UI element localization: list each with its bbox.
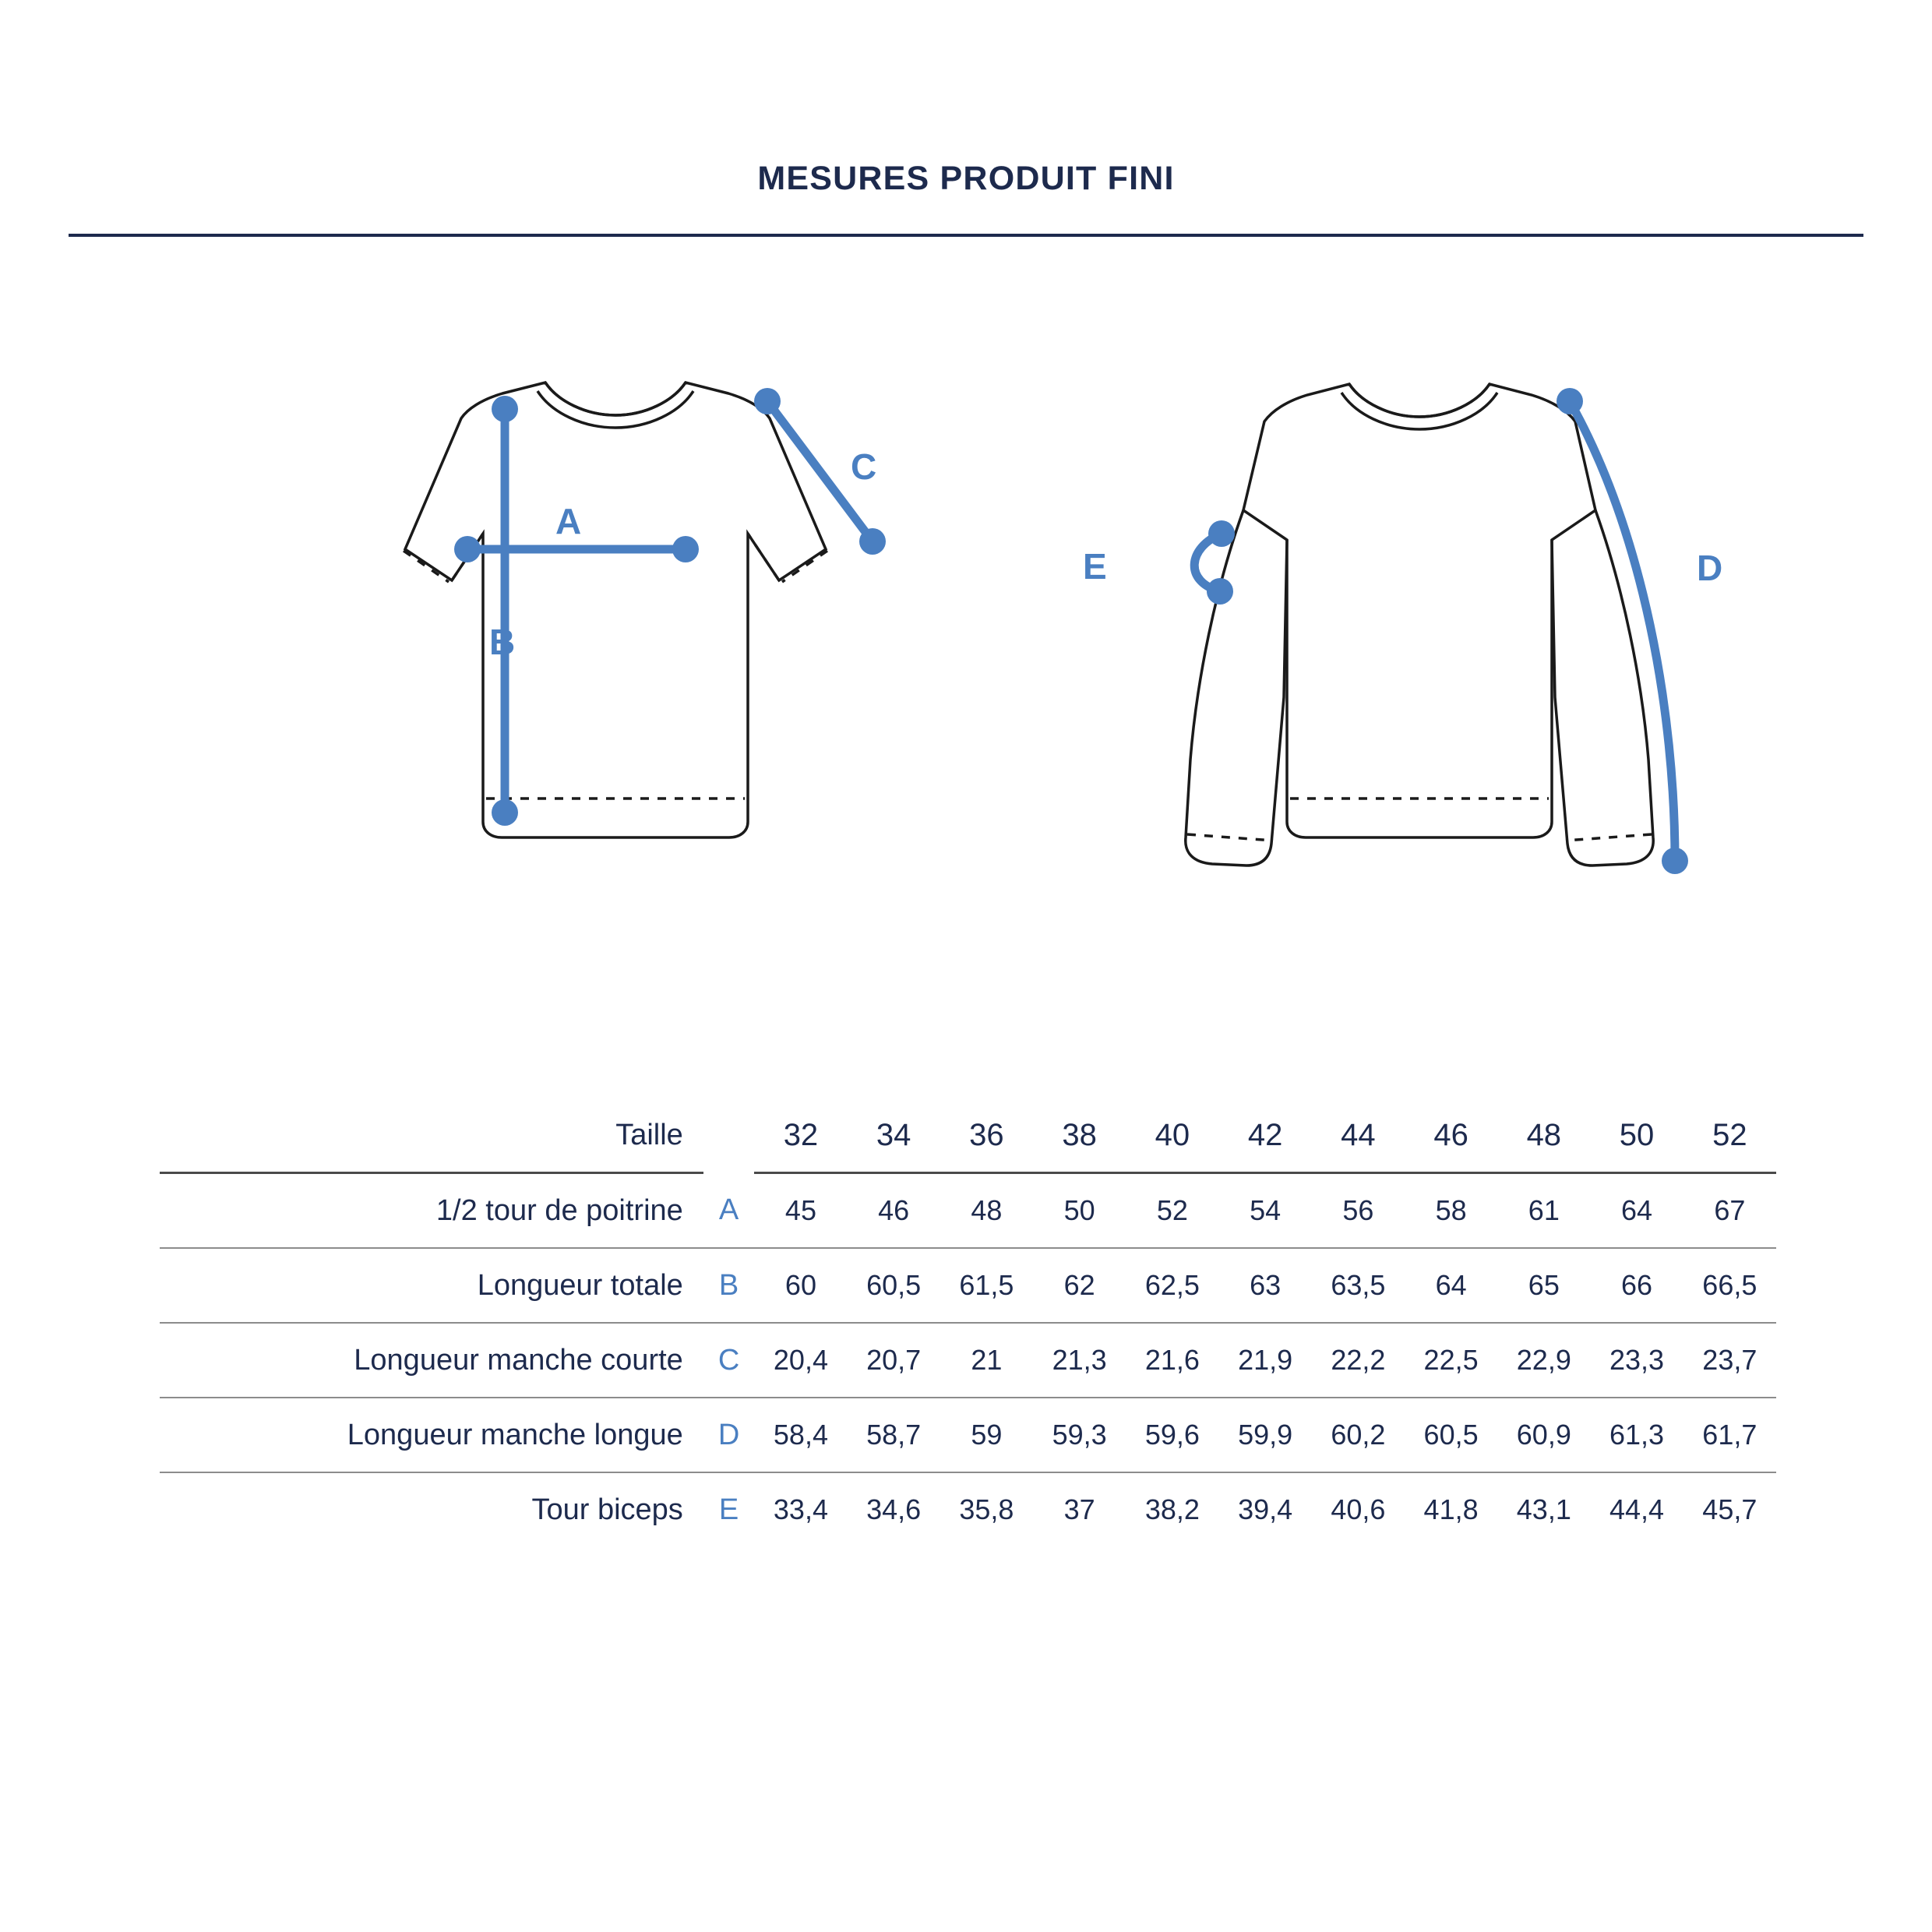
size-header-46: 46: [1405, 1098, 1497, 1173]
cell-e-32: 33,4: [773, 1493, 828, 1525]
cell-a-38: 50: [1033, 1173, 1126, 1249]
tshirt-short-sleeve-illustration: [404, 383, 827, 837]
cell-a-50: 64: [1590, 1173, 1683, 1249]
cell-d-52: 61,7: [1683, 1398, 1776, 1472]
cell-b-48: 65: [1497, 1248, 1590, 1323]
size-header-38: 38: [1033, 1098, 1126, 1173]
cell-c-46: 22,5: [1405, 1323, 1497, 1398]
cell-a-46: 58: [1405, 1173, 1497, 1249]
cell-c-34: 20,7: [848, 1323, 940, 1398]
cell-a-42: 54: [1219, 1173, 1312, 1249]
cell-a-32: 45: [754, 1173, 847, 1249]
table-header-letter: [703, 1098, 755, 1173]
cell-a-40: 52: [1126, 1173, 1218, 1249]
row-label-tour-biceps: Tour biceps: [531, 1493, 683, 1526]
label-a: A: [555, 501, 582, 541]
size-header-50: 50: [1590, 1098, 1683, 1173]
size-header-52: 52: [1683, 1098, 1776, 1173]
cell-e-42: 39,4: [1238, 1493, 1293, 1525]
cell-b-44: 63,5: [1312, 1248, 1405, 1323]
cell-a-34: 46: [848, 1173, 940, 1249]
cell-e-46: 41,8: [1423, 1493, 1479, 1525]
table-row: [160, 1248, 1776, 1323]
table-row: [160, 1173, 1776, 1249]
table-row: [160, 1472, 1776, 1546]
size-header-36: 36: [940, 1098, 1033, 1173]
size-header-40: 40: [1126, 1098, 1218, 1173]
label-b: B: [489, 622, 516, 662]
table-row: [160, 1323, 1776, 1398]
garment-illustrations: [0, 354, 1932, 1056]
cell-d-46: 60,5: [1405, 1398, 1497, 1472]
cell-b-52: 66,5: [1683, 1248, 1776, 1323]
measure-line-a: [454, 501, 699, 562]
cell-e-50: 44,4: [1609, 1493, 1665, 1525]
cell-b-46: 64: [1405, 1248, 1497, 1323]
row-label-manche-longue: Longueur manche longue: [160, 1398, 703, 1472]
measure-line-b: [489, 396, 518, 826]
row-label-manche-courte: Longueur manche courte: [160, 1323, 703, 1398]
row-letter-e: E: [718, 1493, 739, 1526]
row-label-poitrine: 1/2 tour de poitrine: [160, 1173, 703, 1249]
cell-c-44: 22,2: [1312, 1323, 1405, 1398]
cell-c-36: 21: [940, 1323, 1033, 1398]
cell-c-48: 22,9: [1497, 1323, 1590, 1398]
cell-d-32: 58,4: [754, 1398, 847, 1472]
title-divider: [69, 234, 1863, 237]
cell-b-36: 61,5: [940, 1248, 1033, 1323]
shirt-long-sleeve-illustration: [1186, 384, 1653, 866]
cell-b-50: 66: [1590, 1248, 1683, 1323]
cell-b-42: 63: [1219, 1248, 1312, 1323]
cell-a-44: 56: [1312, 1173, 1405, 1249]
cell-a-48: 61: [1497, 1173, 1590, 1249]
size-header-34: 34: [848, 1098, 940, 1173]
cell-e-52: 45,7: [1702, 1493, 1757, 1525]
table-header-row: [160, 1098, 1776, 1173]
cell-c-32: 20,4: [754, 1323, 847, 1398]
cell-b-32: 60: [754, 1248, 847, 1323]
cell-b-34: 60,5: [848, 1248, 940, 1323]
cell-e-40: 38,2: [1144, 1493, 1200, 1525]
label-e: E: [1083, 546, 1107, 587]
row-letter-b: B: [703, 1248, 755, 1323]
cell-d-44: 60,2: [1312, 1398, 1405, 1472]
size-header-42: 42: [1219, 1098, 1312, 1173]
cell-d-38: 59,3: [1033, 1398, 1126, 1472]
label-c: C: [851, 446, 877, 487]
cell-e-48: 43,1: [1516, 1493, 1571, 1525]
size-header-48: 48: [1497, 1098, 1590, 1173]
cell-b-38: 62: [1033, 1248, 1126, 1323]
measure-line-e: [1083, 520, 1235, 605]
cell-d-42: 59,9: [1219, 1398, 1312, 1472]
cell-c-38: 21,3: [1033, 1323, 1126, 1398]
row-letter-c: C: [703, 1323, 755, 1398]
cell-c-52: 23,7: [1683, 1323, 1776, 1398]
cell-b-40: 62,5: [1126, 1248, 1218, 1323]
table-header-taille: Taille: [160, 1098, 703, 1173]
cell-e-34: 34,6: [866, 1493, 922, 1525]
cell-d-50: 61,3: [1590, 1398, 1683, 1472]
row-label-longueur-totale: Longueur totale: [160, 1248, 703, 1323]
row-letter-d: D: [703, 1398, 755, 1472]
cell-e-38: 37: [1063, 1493, 1095, 1525]
label-d: D: [1697, 548, 1723, 588]
cell-c-50: 23,3: [1590, 1323, 1683, 1398]
measure-line-c: [754, 388, 886, 555]
size-table-container: [160, 1098, 1776, 1546]
page-title: MESURES PRODUIT FINI: [757, 160, 1175, 197]
cell-d-40: 59,6: [1126, 1398, 1218, 1472]
table-row: [160, 1398, 1776, 1472]
cell-a-36: 48: [940, 1173, 1033, 1249]
size-table: [160, 1098, 1776, 1546]
size-header-44: 44: [1312, 1098, 1405, 1173]
row-letter-a: A: [703, 1173, 755, 1249]
cell-d-34: 58,7: [848, 1398, 940, 1472]
cell-c-42: 21,9: [1219, 1323, 1312, 1398]
measure-line-d: [1557, 388, 1722, 874]
cell-d-48: 60,9: [1497, 1398, 1590, 1472]
cell-a-52: 67: [1683, 1173, 1776, 1249]
size-header-32: 32: [754, 1098, 847, 1173]
cell-c-40: 21,6: [1126, 1323, 1218, 1398]
cell-e-44: 40,6: [1331, 1493, 1386, 1525]
cell-d-36: 59: [940, 1398, 1033, 1472]
cell-e-36: 35,8: [959, 1493, 1014, 1525]
